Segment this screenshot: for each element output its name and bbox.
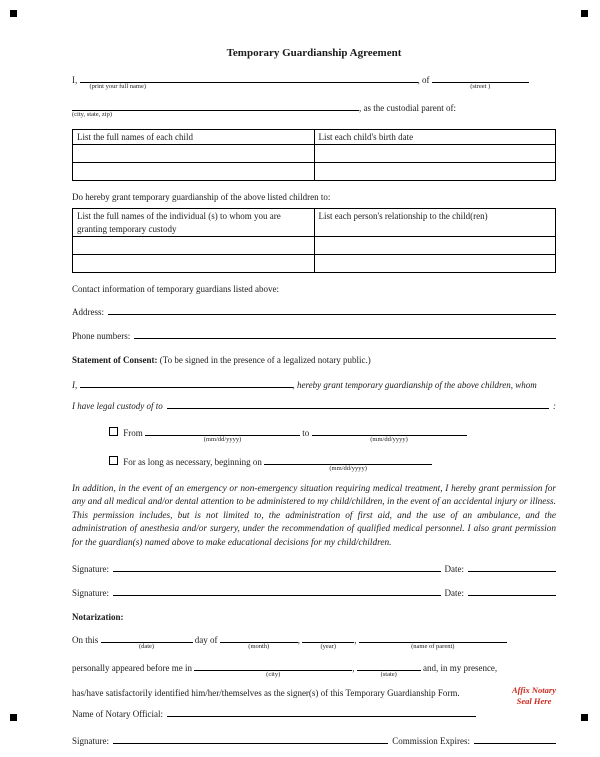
on-this-label: On this — [72, 634, 99, 645]
blank-commission-expires — [474, 734, 556, 744]
caption-name-of-parent: (name of parent) — [411, 642, 455, 650]
caption-city: (city) — [266, 670, 281, 678]
blank-notary-name — [167, 707, 476, 717]
children-table-row — [73, 145, 556, 163]
corner-mark-bottom-left — [10, 714, 17, 721]
signature-label: Signature: — [72, 588, 109, 599]
from-label: From — [123, 427, 143, 438]
date-label: Date: — [444, 588, 464, 599]
blank-consent-parent-name — [80, 378, 293, 388]
comma-separator: , — [354, 634, 357, 645]
consent-line-2 — [72, 399, 556, 412]
guardians-table-header-relationship: List each person's relationship to the child(ren) — [314, 209, 556, 236]
guardians-table-cell-empty — [73, 236, 315, 254]
caption-state: (state) — [380, 670, 397, 678]
blank-to-date — [312, 426, 467, 443]
blank-beginning-date — [264, 455, 432, 472]
children-table-cell-empty — [73, 145, 315, 163]
day-of-label: day of — [194, 634, 218, 645]
intro-line-1 — [72, 73, 556, 90]
grant-statement: Do hereby grant temporary guardianship of the above listed children to: — [72, 192, 331, 203]
consent-heading-note: (To be signed in the presence of a legalized notary public.) — [159, 355, 371, 366]
children-table-cell-empty — [73, 163, 315, 181]
notary-name-label: Name of Notary Official: — [72, 709, 164, 719]
comma-separator: , — [352, 662, 355, 673]
caption-from-date-format: (mm/dd/yyyy) — [203, 435, 242, 443]
blank-notar-state — [357, 661, 421, 678]
seal-note-line-2: Seal Here — [516, 696, 552, 707]
blank-notar-date — [101, 633, 193, 650]
to-label: to — [302, 427, 310, 438]
caption-beginning-date-format: (mm/dd/yyyy) — [329, 464, 367, 472]
checkbox-from-to-icon — [109, 427, 118, 436]
children-table — [72, 129, 556, 181]
presence-label: and, in my presence, — [422, 662, 498, 673]
consent-custody-label: I have legal custody of to — [72, 401, 163, 412]
blank-signature-2 — [113, 586, 441, 596]
address-label: Address: — [72, 306, 104, 317]
consent-line-1 — [72, 378, 556, 391]
notarization-place-line — [72, 661, 556, 678]
caption-date: (date) — [138, 642, 155, 650]
notary-signature-line — [72, 734, 556, 747]
signature-line-2 — [72, 586, 556, 599]
children-table-header-names: List the full names of each child — [73, 130, 315, 145]
date-label: Date: — [444, 564, 464, 575]
appeared-label: personally appeared before me in — [72, 662, 192, 673]
children-table-row — [73, 163, 556, 181]
intro-line-2 — [72, 101, 556, 118]
caption-street: (street ) — [470, 82, 491, 90]
affix-notary-seal-note — [512, 685, 556, 707]
blank-notary-signature — [113, 734, 388, 744]
guardians-table-header-names: List the full names of the individual (s) to whom you are granting temporary custody — [73, 209, 315, 236]
document-page — [72, 46, 556, 757]
guardians-table-cell-empty — [73, 254, 315, 272]
blank-from-date — [145, 426, 300, 443]
seal-note-line-1: Affix Notary — [512, 685, 556, 696]
blank-notar-year — [302, 633, 357, 650]
blank-address — [108, 305, 556, 315]
guardians-table — [72, 208, 556, 272]
notarization-date-line — [72, 633, 556, 650]
custodial-parent-label: , as the custodial parent of: — [359, 102, 456, 113]
as-long-option-line — [72, 455, 556, 472]
children-table-cell-empty — [314, 145, 556, 163]
checkbox-as-long-icon — [109, 456, 118, 465]
as-long-label: For as long as necessary, beginning on — [123, 456, 262, 467]
blank-full-name — [80, 73, 418, 90]
children-table-cell-empty — [314, 163, 556, 181]
page-title: Temporary Guardianship Agreement — [226, 47, 402, 59]
comma-separator: , — [297, 634, 301, 645]
children-table-header-birthdate: List each child's birth date — [314, 130, 556, 145]
notarization-heading: Notarization: — [72, 612, 124, 623]
consent-line1-text: , hereby grant temporary guardianship of the above children, whom — [292, 380, 537, 391]
blank-parent-name — [359, 633, 507, 650]
caption-year: (year) — [320, 642, 337, 650]
children-table-header-row — [73, 130, 556, 145]
signature-line-1 — [72, 562, 556, 575]
consent-heading-label: Statement of Consent: — [72, 355, 158, 366]
intro-of-label: , of — [417, 74, 430, 85]
consent-line2-colon: : — [553, 401, 556, 412]
caption-month: (month) — [248, 642, 270, 650]
signature-label: Signature: — [72, 564, 109, 575]
notary-signature-label: Signature: — [72, 736, 109, 747]
caption-to-date-format: (mm/dd/yyyy) — [370, 435, 408, 443]
guardians-table-cell-empty — [314, 254, 556, 272]
contact-heading: Contact information of temporary guardians listed above: — [72, 283, 279, 294]
consent-heading — [72, 354, 556, 366]
blank-street — [432, 73, 529, 90]
from-to-option-line — [72, 426, 556, 443]
phone-line — [72, 329, 556, 342]
address-line — [72, 305, 556, 318]
caption-city-state-zip: (city, state, zip) — [72, 110, 113, 118]
corner-mark-top-right — [581, 10, 588, 17]
guardians-table-header-row — [73, 209, 556, 236]
notary-official-line — [72, 707, 556, 720]
commission-expires-label: Commission Expires: — [392, 736, 470, 747]
intro-i-label: I, — [72, 74, 78, 85]
guardians-table-cell-empty — [314, 236, 556, 254]
blank-city-state-zip — [72, 101, 359, 118]
notarization-section — [72, 611, 556, 747]
blank-phone-numbers — [134, 329, 556, 339]
corner-mark-top-left — [10, 10, 17, 17]
consent-i-label: I, — [72, 380, 78, 391]
blank-date-1 — [468, 562, 556, 572]
blank-notar-month — [220, 633, 301, 650]
blank-signature-1 — [113, 562, 441, 572]
corner-mark-bottom-right — [581, 714, 588, 721]
blank-notar-city — [194, 661, 355, 678]
caption-print-full-name: (print your full name) — [89, 82, 146, 90]
blank-custody-to — [167, 399, 549, 409]
guardians-table-row — [73, 236, 556, 254]
medical-permission-paragraph: In addition, in the event of an emergency or non-emergency situation requiring medical treatment, I hereby grant permission for any and all medical and/or dental attention to be administered to my child/children, in the event of an accidental injury or illness. This permission includes, but is not limited to, the administration of first aid, and the use of an ambulance, and the administration of anesthesia and/or surgery, under the recommendation of qualified medical personnel. I also grant permission for the guardian(s) named above to make educational decisions for my child/children. — [72, 483, 556, 548]
identified-statement: has/have satisfactorily identified him/her/themselves as the signer(s) of this Temporary Guardianship Form. — [72, 687, 460, 698]
guardians-table-row — [73, 254, 556, 272]
phone-label: Phone numbers: — [72, 330, 131, 341]
blank-date-2 — [468, 586, 556, 596]
